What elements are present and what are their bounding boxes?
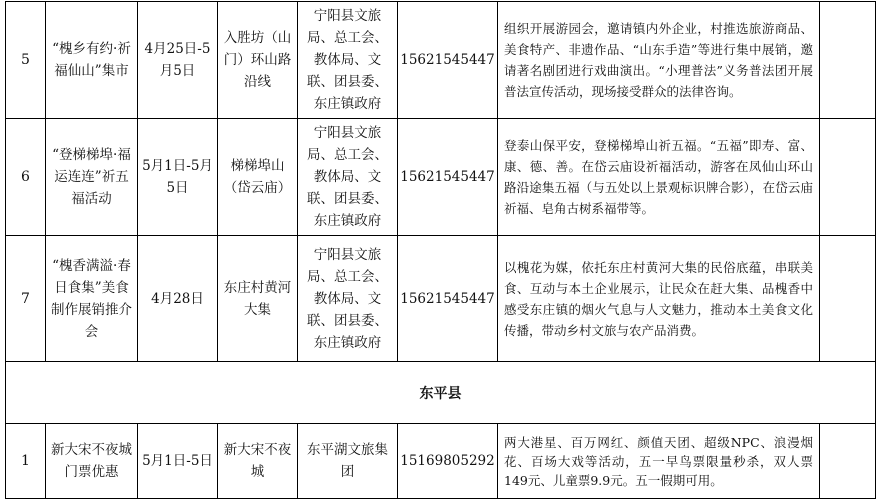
event-description: 组织开展游园会，邀请镇内外企业，村推选旅游商品、美食特产、非遗作品、“山东手造”等进行集中展销，邀请著名剧团进行戏曲演出。“小理普法”义务普法团开展普法宣传活动，现场接受群众的法律咨询。 xyxy=(498,2,820,119)
event-date: 5月1日-5月5日 xyxy=(138,119,218,236)
event-organizer: 宁阳县文旅局、总工会、教体局、文联、团县委、东庄镇政府 xyxy=(298,2,398,119)
event-location: 东庄村黄河大集 xyxy=(218,236,298,362)
contact-phone: 15621545447 xyxy=(398,2,498,119)
event-name: “登梯梯埠·福运连连”祈五福活动 xyxy=(46,119,138,236)
event-date: 4月28日 xyxy=(138,236,218,362)
row-number: 7 xyxy=(6,236,46,362)
section-title: 东平县 xyxy=(6,362,876,424)
event-organizer: 宁阳县文旅局、总工会、教体局、文联、团县委、东庄镇政府 xyxy=(298,236,398,362)
event-organizer: 宁阳县文旅局、总工会、教体局、文联、团县委、东庄镇政府 xyxy=(298,119,398,236)
event-location: 梯梯埠山（岱云庙） xyxy=(218,119,298,236)
event-date: 4月25日-5月5日 xyxy=(138,2,218,119)
remarks-cell xyxy=(820,424,876,499)
event-date: 5月1日-5日 xyxy=(138,424,218,499)
section-header-row xyxy=(6,362,876,424)
contact-phone: 15621545447 xyxy=(398,119,498,236)
event-organizer: 东平湖文旅集团 xyxy=(298,424,398,499)
remarks-cell xyxy=(820,236,876,362)
event-description: 以槐花为媒，依托东庄村黄河大集的民俗底蕴，串联美食、互动与本土企业展示，让民众在赶大集、品槐香中感受东庄镇的烟火气息与人文魅力，推动本土美食文化传播，带动乡村文旅与农产品消费。 xyxy=(498,236,820,362)
table-row xyxy=(6,2,876,119)
event-name: 新大宋不夜城门票优惠 xyxy=(46,424,138,499)
events-table xyxy=(5,1,876,499)
event-name: “槐乡有约·祈福仙山”集市 xyxy=(46,2,138,119)
event-name: “槐香满溢·春日食集”美食制作展销推介会 xyxy=(46,236,138,362)
table-row xyxy=(6,236,876,362)
remarks-cell xyxy=(820,2,876,119)
event-location: 入胜坊（山门）环山路沿线 xyxy=(218,2,298,119)
table-row xyxy=(6,119,876,236)
table-row xyxy=(6,424,876,499)
row-number: 1 xyxy=(6,424,46,499)
row-number: 5 xyxy=(6,2,46,119)
event-description: 登泰山保平安，登梯梯埠山祈五福。“五福”即寿、富、康、德、善。在岱云庙设祈福活动，游客在凤仙山环山路沿途集五福（与五处以上景观标识牌合影），在岱云庙祈福、皂角古树系福带等。 xyxy=(498,119,820,236)
row-number: 6 xyxy=(6,119,46,236)
remarks-cell xyxy=(820,119,876,236)
event-description: 两大港星、百万网红、颜值天团、超级NPC、浪漫烟花、百场大戏等活动，五一早鸟票限量秒杀，双人票149元、儿童票9.9元。五一假期可用。 xyxy=(498,424,820,499)
event-location: 新大宋不夜城 xyxy=(218,424,298,499)
contact-phone: 15169805292 xyxy=(398,424,498,499)
contact-phone: 15621545447 xyxy=(398,236,498,362)
